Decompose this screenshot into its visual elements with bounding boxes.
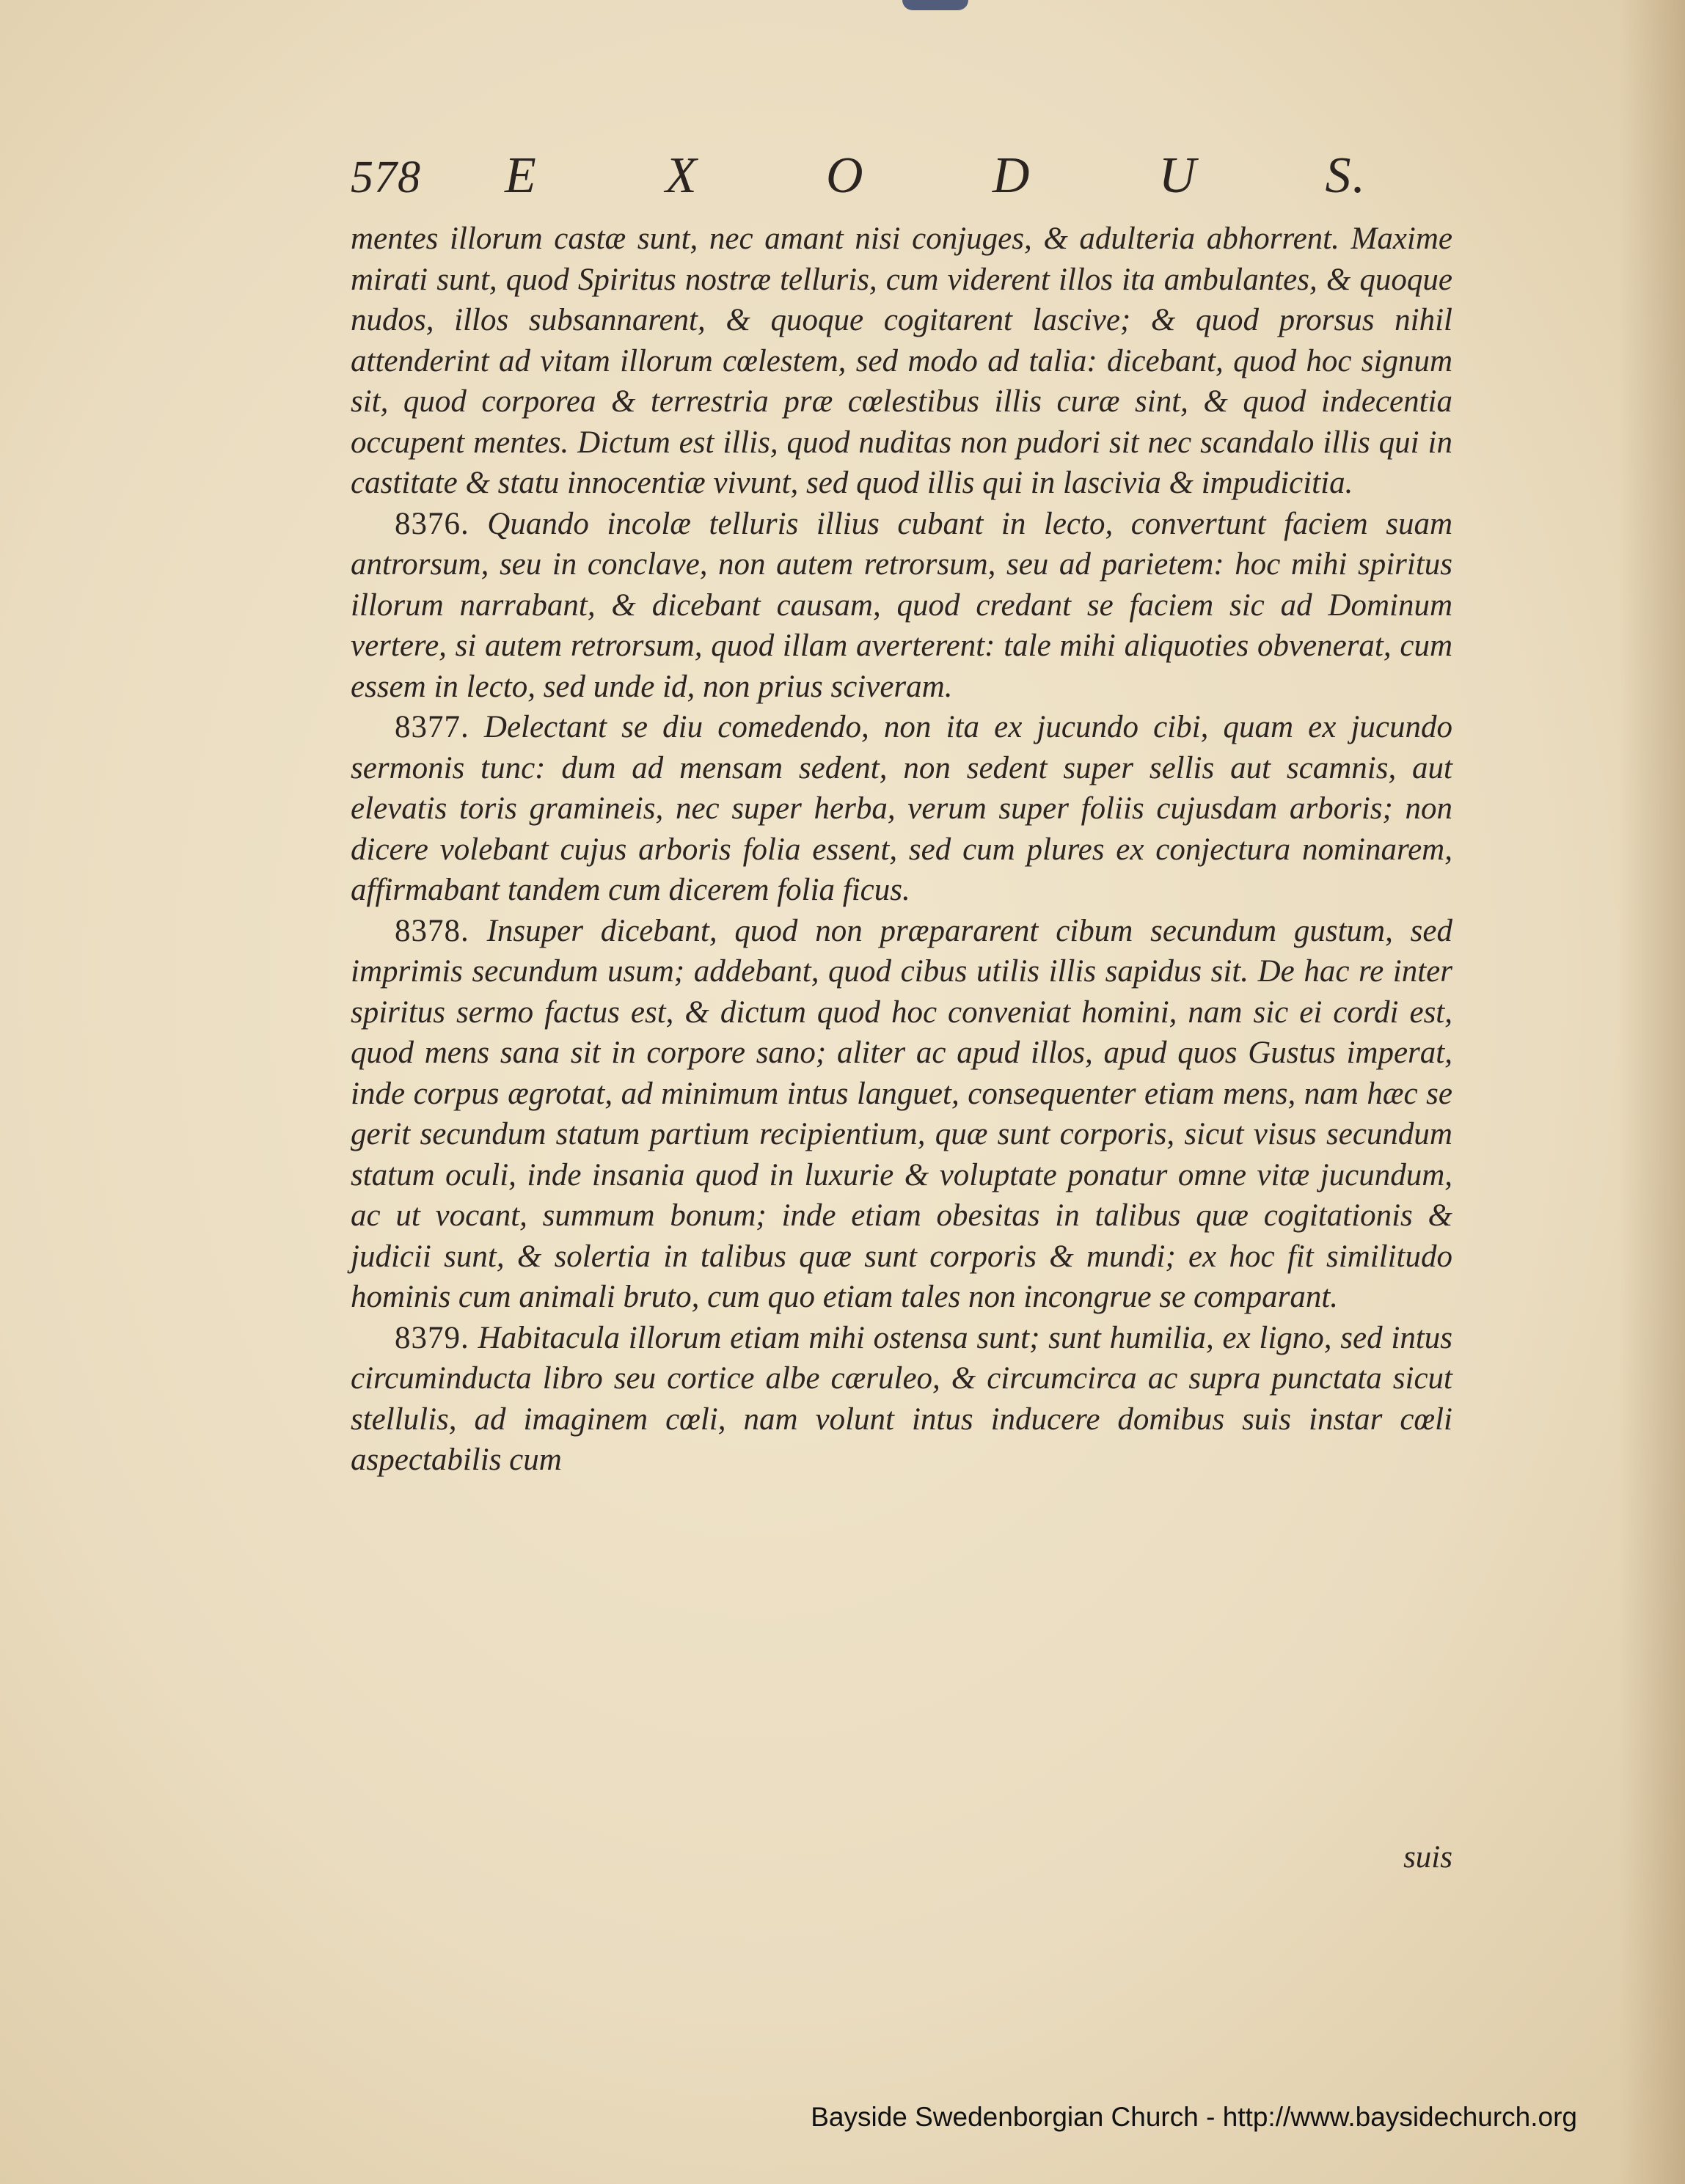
running-title xyxy=(461,147,1447,205)
running-title-letter: X xyxy=(665,147,698,204)
running-title-letter: S. xyxy=(1325,147,1367,204)
paragraph-text: Quando incolæ telluris illius cubant in lecto, convertunt faciem suam antrorsum, seu in conclave, non autem retrorsum, seu ad parietem: hoc mihi spiritus illorum narrabant, & dicebant causam, quod credant se faciem sic ad Dominum vertere, si autem retrorsum, quod illam averterent: tale mihi aliquoties obvenerat, cum essem in lecto, sed unde id, non prius sciveram. xyxy=(351,506,1453,704)
body-text xyxy=(351,219,1452,1481)
running-title-letter: D xyxy=(992,147,1031,204)
continuation-paragraph: mentes illorum castæ sunt, nec amant nisi conjuges, & adulteria abhorrent. Maxime mirati sunt, quod Spiritus nostræ telluris, cum viderent illos ita ambulantes, & quoque nudos, illos subsannarent, & quoque cogitarent lascive; & quod prorsus nihil attenderint ad vitam illorum cœlestem, sed modo ad talia: dicebant, quod hoc signum sit, quod corporea & terrestria præ cœlestibus illis curæ sint, & quod indecentia occupent mentes. Dictum est illis, quod nuditas non pudori sit nec scandalo illis qui in castitate & statu innocentiæ vivunt, sed quod illis qui in lascivia & impudicitia. xyxy=(351,221,1452,500)
paragraph-text: Delectant se diu comedendo, non ita ex jucundo cibi, quam ex jucundo sermonis tunc: dum ad mensam sedent, non sedent super sellis aut scamnis, aut elevatis toris gramineis, nec super herba, verum super foliis cujusdam arboris; non dicere volebant cujus arboris folia essent, sed cum plures ex conjectura nominarem, affirmabant tandem cum dicerem folia ficus. xyxy=(351,710,1452,907)
page-number: 578 xyxy=(351,153,421,202)
paragraph-8377 xyxy=(351,707,1452,911)
page-header xyxy=(351,147,1447,205)
paragraph-number: 8378. xyxy=(395,913,469,948)
catchword: suis xyxy=(1403,1840,1452,1875)
paragraph-number: 8376. xyxy=(395,506,469,541)
running-title-letter: E xyxy=(505,147,538,204)
paragraph-8376 xyxy=(351,504,1452,708)
page-edge-shadow xyxy=(1619,0,1685,2184)
paragraph-text: Habitacula illorum etiam mihi ostensa sunt; sunt humilia, ex ligno, sed intus circuminducta libro seu cortice albe cæruleo, & circumcirca ac supra punctata sicut stellulis, ad imaginem cœli, nam volunt intus inducere domibus suis instar cœli aspectabilis cum xyxy=(351,1320,1453,1477)
paragraph-8379 xyxy=(351,1318,1452,1481)
running-title-letter: U xyxy=(1158,147,1198,204)
watermark-text: Bayside Swedenborgian Church - http://www.baysidechurch.org xyxy=(811,2102,1577,2132)
paragraph-text: Insuper dicebant, quod non præpararent cibum secundum gustum, sed imprimis secundum usum; addebant, quod cibus utilis illis sapidus sit. De hac re inter spiritus sermo factus est, & dictum quod hoc conveniat homini, nam sic ei cordi est, quod mens sana sit in corpore sano; aliter ac apud illos, apud quos Gustus imperat, inde corpus ægrotat, ad minimum intus languet, consequenter etiam mens, nam hæc se gerit secundum statum partium recipientium, quæ sunt corporis, sicut visus secundum statum oculi, inde insania quod in luxurie & voluptate ponatur omne vitæ jucundum, ac ut vocant, summum bonum; inde etiam obesitas in talibus quæ cogitationis & judicii sunt, & solertia in talibus quæ sunt corporis & mundi; ex hoc fit similitudo hominis cum animali bruto, cum quo etiam tales non incongrue se comparant. xyxy=(351,913,1453,1314)
running-title-letter: O xyxy=(826,147,865,204)
paragraph-8378 xyxy=(351,911,1452,1318)
paragraph-number: 8377. xyxy=(395,710,469,744)
top-ink-mark xyxy=(902,0,968,10)
paragraph-number: 8379. xyxy=(395,1320,469,1355)
